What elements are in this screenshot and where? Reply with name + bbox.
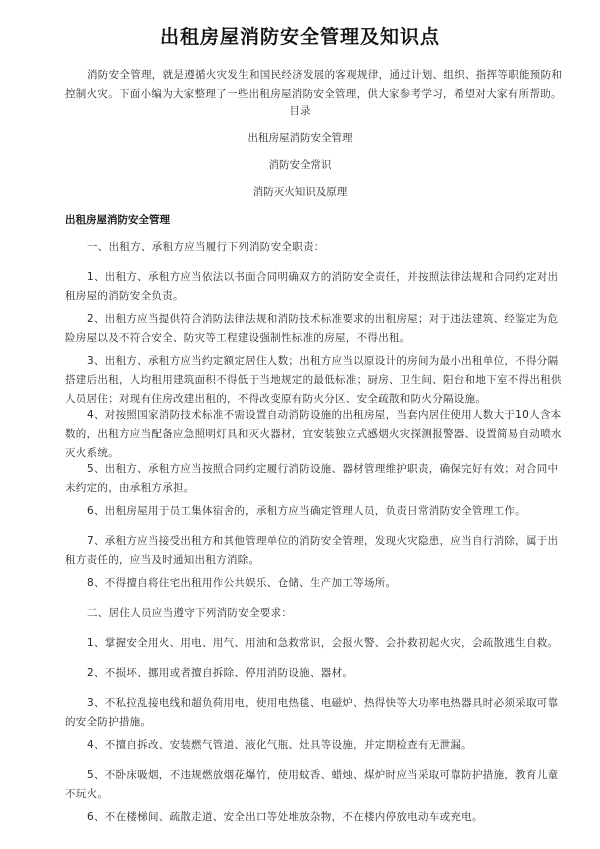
paragraph: 二、居住人员应当遵守下列消防安全要求：: [87, 607, 293, 619]
toc-item[interactable]: 消防安全常识: [268, 159, 332, 171]
toc-item[interactable]: 出租房屋消防安全管理: [247, 132, 353, 144]
intro-paragraph: 消防安全管理，就是遵循火灾发生和国民经济发展的客观规律，通过计划、组织、指挥等职能预防和控制火灾。下面小编为大家整理了一些出租房屋消防安全管理，供大家参考学习，希望对大家有所帮助。: [65, 69, 563, 100]
paragraph: 7、承租方应当接受出租方和其他管理单位的消防安全管理，发现火灾隐患，应当自行消除，属于出租方责任的，应当及时通知出租方消除。: [65, 535, 559, 566]
paragraph: 8、不得擅自将住宅出租用作公共娱乐、仓储、生产加工等场所。: [87, 577, 397, 589]
paragraph: 3、出租方、承租方应当约定额定居住人数；出租方应当以原设计的房间为最小出租单位，不得分隔搭建后出租，人均租用建筑面积不得低于当地规定的最低标准；厨房、卫生间、阳台和地下室不得出租供人员居住；对现有住房改建出租的，不得改变原有防火分区、安全疏散和防火分隔设施。: [65, 355, 562, 405]
toc-item[interactable]: 消防灭火知识及原理: [252, 186, 348, 198]
paragraph: 2、出租方应当提供符合消防法律法规和消防技术标准要求的出租房屋；对于违法建筑、经鉴定为危险房屋以及不符合安全、防灾等工程建设强制性标准的房屋，不得出租。: [65, 313, 559, 344]
paragraph: 1、出租方、承租方应当依法以书面合同明确双方的消防安全责任，并按照法律法规和合同约定对出租房屋的消防安全负责。: [65, 271, 559, 302]
paragraph: 5、出租方、承租方应当按照合同约定履行消防设施、器材管理维护职责，确保完好有效；对合同中未约定的，由承租方承担。: [65, 463, 559, 494]
paragraph: 一、出租方、承租方应当履行下列消防安全职责：: [87, 241, 325, 253]
paragraph: 6、不在楼梯间、疏散走道、安全出口等处堆放杂物，不在楼内停放电动车或充电。: [87, 811, 483, 823]
page-title: 出租房屋消防安全管理及知识点: [159, 26, 440, 48]
paragraph: 4、不擅自拆改、安装燃气管道、液化气瓶、灶具等设施，并定期检查有无泄漏。: [87, 739, 472, 751]
paragraph: 4、对按照国家消防技术标准不需设置自动消防设施的出租房屋，当套内居住使用人数大于10人含本数的，出租方应当配备应急照明灯具和灭火器材，宜安装独立式感烟火灾探测报警器、设置简易自动喷水灭火系统。: [65, 409, 562, 459]
paragraph: 3、不私拉乱接电线和超负荷用电，使用电热毯、电磁炉、热得快等大功率电热器具时必须采取可靠的安全防护措施。: [65, 697, 559, 728]
section-heading: 出租房屋消防安全管理: [65, 214, 170, 226]
paragraph: 1、掌握安全用火、用电、用气、用油和急救常识，会报火警、会扑救初起火灾，会疏散逃生自救。: [87, 637, 559, 649]
paragraph: 5、不卧床吸烟，不违规燃放烟花爆竹，使用蚊香、蜡烛、煤炉时应当采取可靠防护措施，教育儿童不玩火。: [65, 769, 559, 800]
toc-heading: 目录: [289, 105, 311, 117]
paragraph: 6、出租房屋用于员工集体宿舍的，承租方应当确定管理人员，负责日常消防安全管理工作。: [87, 505, 526, 517]
paragraph: 2、不损坏、挪用或者擅自拆除、停用消防设施、器材。: [87, 667, 354, 679]
